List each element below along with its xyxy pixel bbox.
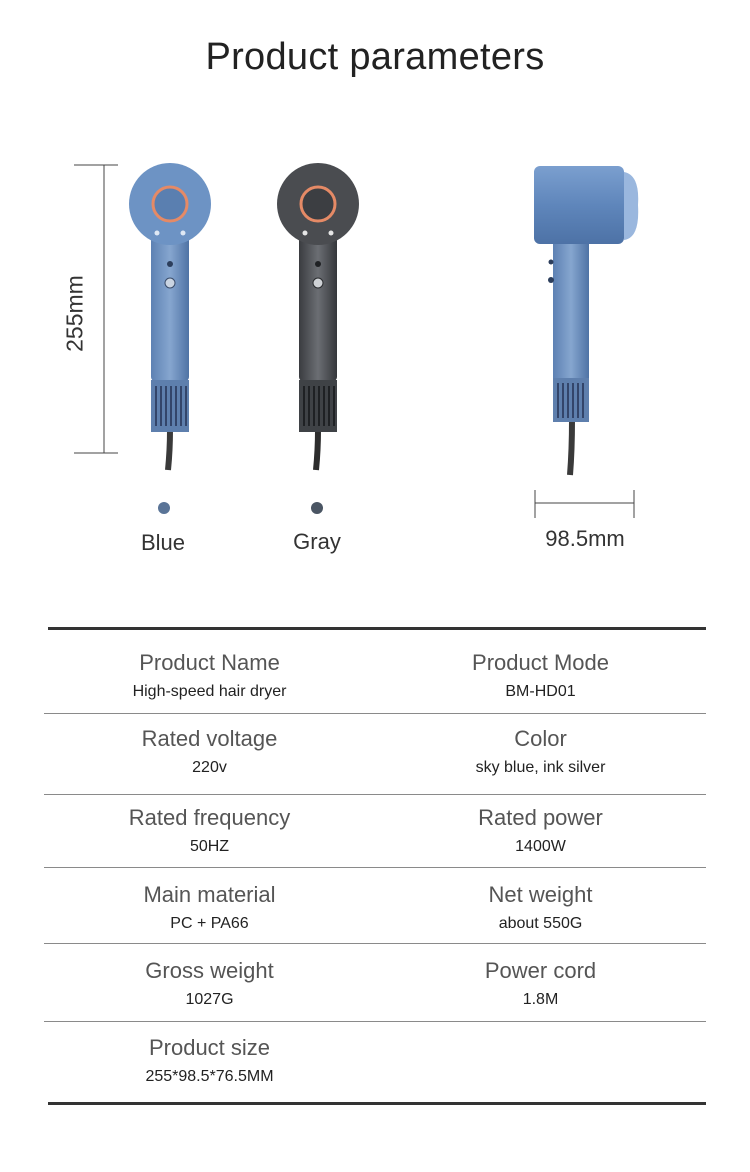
gray-dryer-front [277,163,359,470]
table-row [44,795,706,868]
spec-label: Gross weight [145,958,274,983]
spec-cell [375,868,706,943]
table-row [44,1022,706,1102]
spec-value: 255*98.5*76.5MM [145,1068,274,1085]
spec-value: 1400W [515,838,566,855]
spec-label: Color [514,726,567,751]
spec-value: about 550G [498,915,583,932]
spec-cell [44,714,375,794]
spec-cell [375,714,706,794]
spec-label: Net weight [488,882,593,907]
gray-color-label: Gray [293,529,341,554]
table-row [44,714,706,795]
spec-value: BM-HD01 [505,683,576,700]
spec-cell [44,630,375,713]
spec-value: 1.8M [522,991,559,1008]
table-row [44,868,706,944]
table-row [44,630,706,714]
blue-dryer-front [129,163,211,470]
spec-label: Product size [148,1035,271,1060]
spec-value: sky blue, ink silver [475,759,606,776]
spec-cell [44,1022,375,1102]
spec-table [44,627,706,1105]
blue-dryer-side [534,166,638,475]
spec-cell [44,868,375,943]
spec-label: Product Name [139,650,280,675]
spec-value: 1027G [185,991,234,1008]
spec-cell [375,630,706,713]
page-title: Product parameters [205,36,545,78]
blue-color-label: Blue [140,530,186,555]
width-label: 98.5mm [545,526,625,551]
spec-cell [44,944,375,1021]
spec-label: Rated frequency [128,805,291,830]
spec-cell-empty [375,1022,706,1102]
height-label: 255mm [61,275,88,352]
blue-swatch [158,502,170,514]
spec-label: Rated voltage [141,726,278,751]
table-bottom-rule [48,1102,706,1105]
spec-label: Main material [143,882,276,907]
table-row [44,944,706,1022]
width-dimension [535,490,634,518]
spec-value: 220v [192,759,227,776]
gray-swatch [311,502,323,514]
spec-value: 50HZ [189,838,230,855]
spec-label: Power cord [484,958,597,983]
spec-value: High-speed hair dryer [132,683,287,700]
spec-cell [375,795,706,867]
spec-label: Rated power [478,805,603,830]
spec-label: Product Mode [472,650,609,675]
spec-cell [375,944,706,1021]
spec-cell [44,795,375,867]
spec-value: PC + PA66 [170,915,249,932]
